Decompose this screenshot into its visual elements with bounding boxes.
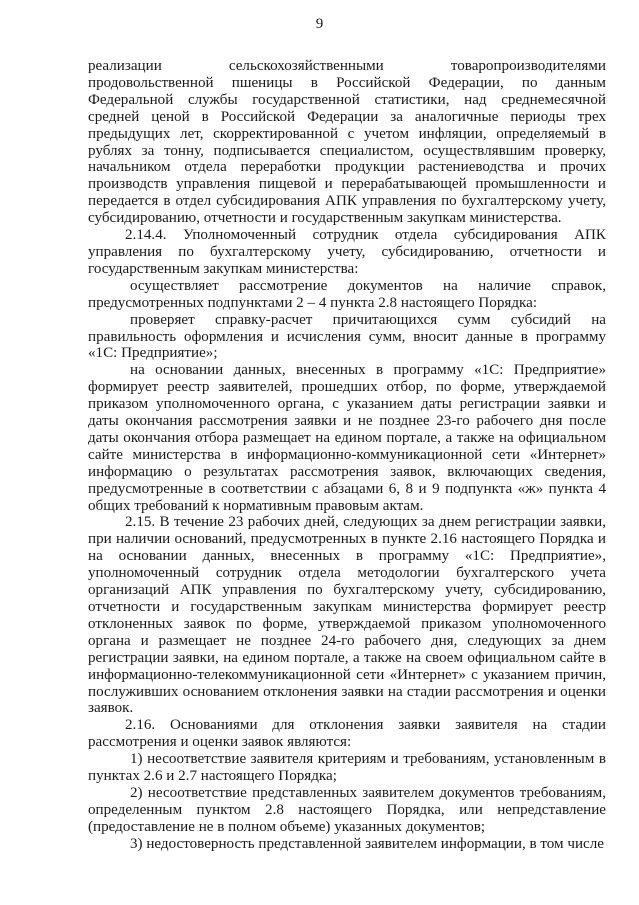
- paragraph-registry-approved: на основании данных, внесенных в программу «1С: Предприятие» формирует реестр заявителей, прошедших отбор, по форме, утверждаемой приказом уполномоченного органа, с указанием даты регистрации заявки и даты окончания рассмотрения заявки и не позднее 23-го рабочего дня после даты окончания отбора размещает на едином портале, а также на официальном сайте министерства в информационно-коммуникационной сети «Интернет» информацию о результатах рассмотрения заявок, включающих сведения, предусмотренные в соответствии с абзацами 6, 8 и 9 подпункта «ж» пункта 4 общих требований к нормативным правовым актам.: [88, 362, 606, 514]
- paragraph-check-calculation: проверяет справку-расчет причитающихся сумм субсидий на правильность оформления и исчисления сумм, вносит данные в программу «1С: Предприятие»;: [88, 311, 606, 362]
- page-number: 9: [315, 16, 324, 32]
- paragraph-2-15: 2.15. В течение 23 рабочих дней, следующих за днем регистрации заявки, при наличии оснований, предусмотренных в пункте 2.16 настоящего Порядка и на основании данных, внесенных в программу «1С: Предприятие», уполномоченный сотрудник отдела методологии бухгалтерского учета организаций АПК управления по бухгалтерскому учету, субсидированию, отчетности и государственным закупкам министерства формирует реестр отклоненных заявок по форме, утверждаемой приказом уполномоченного органа и размещает не позднее 24-го рабочего дня, следующих за днем регистрации заявки, на едином портале, а также на своем официальном сайте в информационно-телекоммуникационной сети «Интернет» с указанием причин, послуживших основанием отклонения заявки на стадии рассмотрения и оценки заявок.: [88, 514, 606, 717]
- paragraph-2-14-4: 2.14.4. Уполномоченный сотрудник отдела субсидирования АПК управления по бухгалтерскому учету, субсидированию, отчетности и государственным закупкам министерства:: [88, 227, 606, 277]
- list-item-1: 1) несоответствие заявителя критериям и требованиям, установленным в пунктах 2.6 и 2.7 настоящего Порядка;: [88, 751, 606, 785]
- list-item-2: 2) несоответствие представленных заявителем документов требованиям, определенным пунктом 2.8 настоящего Порядка, или непредставление (предоставление не в полном объеме) указанных документов;: [88, 784, 606, 835]
- list-item-3: 3) недостоверность представленной заявителем информации, в том числе: [130, 835, 604, 852]
- paragraph-continuation: реализации сельскохозяйственными товаропроизводителями продовольственной пшеницы в Российской Федерации, по данным Федеральной службы государственной статистики, над среднемесячной средней ценой в Российской Федерации за аналогичные периоды трех предыдущих лет, скорректированной с учетом инфляции, определяемый в рублях за тонну, подписывается специалистом, осуществлявшим проверку, начальником отдела переработки продукции растениеводства и прочих производств управления пищевой и перерабатывающей промышленности и передается в отдел субсидирования АПК управления по бухгалтерскому учету, субсидированию, отчетности и государственным закупкам министерства.: [88, 58, 606, 227]
- paragraph-2-16: 2.16. Основаниями для отклонения заявки заявителя на стадии рассмотрения и оценки заявок являются:: [88, 717, 606, 751]
- paragraph-review-documents: осуществляет рассмотрение документов на наличие справок, предусмотренных подпунктами 2 – 4 пункта 2.8 настоящего Порядка:: [88, 277, 606, 311]
- document-body: [88, 58, 606, 853]
